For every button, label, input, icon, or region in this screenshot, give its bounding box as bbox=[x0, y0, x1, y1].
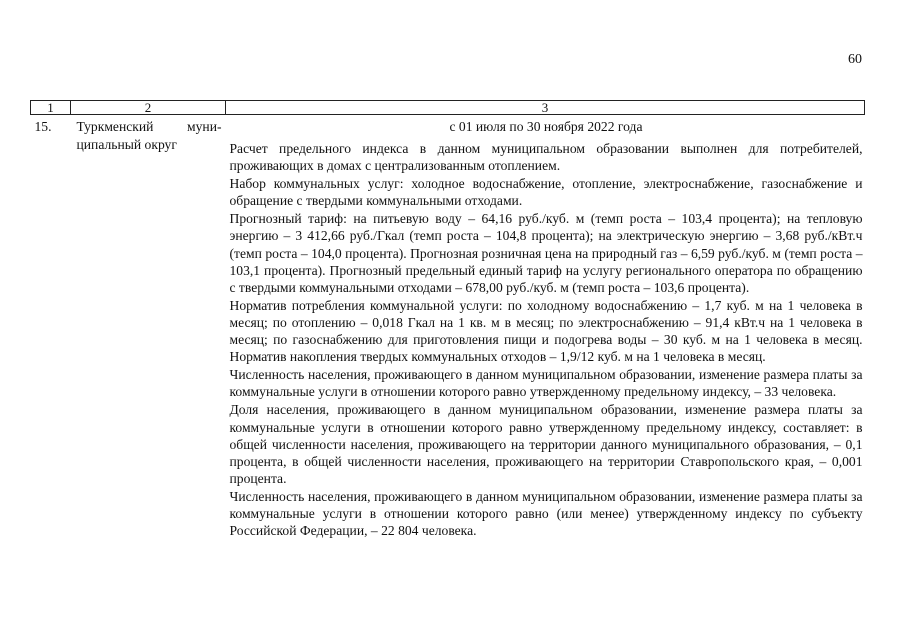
paragraph-calculation-scope: Расчет предельного индекса в данном муниципальном образовании выполнен для потребителей, проживающих в домах с централизованным отоплением. bbox=[229, 141, 863, 174]
page-number: 60 bbox=[848, 52, 862, 67]
column-header-2: 2 bbox=[71, 101, 226, 115]
column-header-1: 1 bbox=[31, 101, 71, 115]
period-heading: с 01 июля по 30 ноября 2022 года bbox=[449, 119, 643, 134]
column-header-3: 3 bbox=[226, 101, 865, 115]
table-row bbox=[31, 115, 865, 541]
row-description bbox=[226, 115, 865, 541]
tariff-table bbox=[30, 100, 865, 540]
paragraph-population-share: Доля населения, проживающего в данном муниципальном образовании, изменение размера платы за коммунальные услуги в отношении которого равно утвержденному предельному индексу, составляет: в общей численности населения, проживающего на территории данного муниципального образования, – 0,1 процента, в общей численности населения, проживающего на территории Ставропольского края, – 0,001 процента. bbox=[229, 402, 863, 486]
paragraph-consumption-norms: Норматив потребления коммунальной услуги: по холодному водоснабжению – 1,7 куб. м на 1 человека в месяц; по отоплению – 0,018 Гкал на 1 кв. м в месяц; по электроснабжению – 91,4 кВт.ч на 1 человека в месяц; по газоснабжению для приготовления пищи и подогрева воды – 30 куб. м на 1 человека в месяц. Норматив накопления твердых коммунальных отходов – 1,9/12 куб. м на 1 человека в месяц. bbox=[229, 297, 863, 365]
row-number: 15. bbox=[34, 119, 52, 134]
paragraph-population-equal: Численность населения, проживающего в данном муниципальном образовании, изменение размера платы за коммунальные услуги в отношении которого равно утвержденному предельному индексу, – 33 человека. bbox=[229, 367, 863, 400]
paragraph-forecast-tariff: Прогнозный тариф: на питьевую воду – 64,16 руб./куб. м (темп роста – 103,4 процента); на тепловую энергию – 3 412,66 руб./Гкал (темп роста – 104,8 процента); на электрическую энергию – 3,68 руб./кВт.ч (темп роста – 104,0 процента). Прогнозная розничная цена на природный газ – 6,59 руб./куб. м (темп роста – 103,1 процента). Прогнозный предельный единый тариф на услугу регионального оператора по обращению с твердыми коммунальными отходами – 678,00 руб./куб. м (темп роста – 103,6 процента). bbox=[229, 211, 863, 295]
paragraph-population-less-or-equal: Численность населения, проживающего в данном муниципальном образовании, изменение размера платы за коммунальные услуги в отношении которого равно (или менее) утвержденному индексу по субъекту Российской Федерации, – 22 804 человека. bbox=[229, 488, 863, 539]
paragraph-services-set: Набор коммунальных услуг: холодное водоснабжение, отопление, электроснабжение, газоснабжение и обращение с твердыми коммунальными отходами. bbox=[229, 176, 863, 209]
municipality-name-line-1: Туркменский муни- bbox=[76, 119, 222, 134]
municipality-name-line-2: ципальный округ bbox=[76, 137, 177, 152]
municipality-name bbox=[71, 115, 226, 541]
table-header-row bbox=[31, 101, 865, 115]
